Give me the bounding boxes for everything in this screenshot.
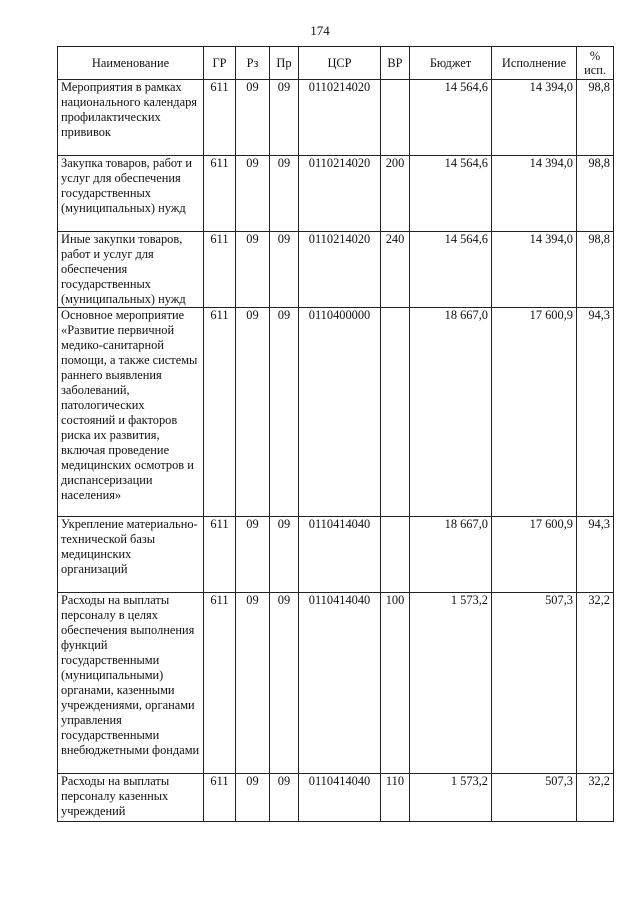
header-percent-label: исп. xyxy=(584,63,606,77)
row-csr: 0110214020 xyxy=(299,232,381,308)
row-percent: 98,8 xyxy=(577,156,614,232)
row-budget: 14 564,6 xyxy=(410,232,492,308)
row-pr: 09 xyxy=(270,308,299,517)
row-vr xyxy=(381,80,410,156)
row-pr: 09 xyxy=(270,232,299,308)
table-row xyxy=(58,593,614,774)
header-percent-sign: % xyxy=(589,49,601,63)
header-pr: Пр xyxy=(270,47,299,80)
row-name: Расходы на выплаты персоналу казенных учреждений xyxy=(58,774,204,822)
row-gr: 611 xyxy=(204,308,236,517)
table-row xyxy=(58,156,614,232)
row-budget: 18 667,0 xyxy=(410,308,492,517)
row-budget: 14 564,6 xyxy=(410,156,492,232)
header-name: Наименование xyxy=(58,47,204,80)
row-budget: 1 573,2 xyxy=(410,593,492,774)
row-vr: 110 xyxy=(381,774,410,822)
row-vr: 100 xyxy=(381,593,410,774)
row-pr: 09 xyxy=(270,774,299,822)
row-vr: 240 xyxy=(381,232,410,308)
page-number: 174 xyxy=(310,23,330,38)
row-csr: 0110414040 xyxy=(299,593,381,774)
row-name: Закупка товаров, работ и услуг для обеспечения государственных (муниципальных) нужд xyxy=(58,156,204,232)
header-execution: Исполнение xyxy=(492,47,577,80)
row-budget: 18 667,0 xyxy=(410,517,492,593)
header-budget: Бюджет xyxy=(410,47,492,80)
row-pr: 09 xyxy=(270,517,299,593)
row-gr: 611 xyxy=(204,774,236,822)
row-rz: 09 xyxy=(236,517,270,593)
row-gr: 611 xyxy=(204,156,236,232)
row-execution: 17 600,9 xyxy=(492,308,577,517)
table-row xyxy=(58,774,614,822)
row-name: Укрепление материально-технической базы медицинских организаций xyxy=(58,517,204,593)
row-pr: 09 xyxy=(270,593,299,774)
row-vr: 200 xyxy=(381,156,410,232)
table-row xyxy=(58,517,614,593)
row-execution: 17 600,9 xyxy=(492,517,577,593)
row-pr: 09 xyxy=(270,80,299,156)
row-gr: 611 xyxy=(204,232,236,308)
table-header-row xyxy=(58,47,614,80)
header-vr: ВР xyxy=(381,47,410,80)
header-csr: ЦСР xyxy=(299,47,381,80)
row-execution: 14 394,0 xyxy=(492,80,577,156)
row-rz: 09 xyxy=(236,308,270,517)
row-rz: 09 xyxy=(236,232,270,308)
row-csr: 0110414040 xyxy=(299,517,381,593)
row-gr: 611 xyxy=(204,593,236,774)
row-csr: 0110400000 xyxy=(299,308,381,517)
row-budget: 14 564,6 xyxy=(410,80,492,156)
row-gr: 611 xyxy=(204,517,236,593)
header-percent xyxy=(577,47,614,80)
row-gr: 611 xyxy=(204,80,236,156)
row-rz: 09 xyxy=(236,80,270,156)
row-vr xyxy=(381,308,410,517)
row-percent: 98,8 xyxy=(577,80,614,156)
row-execution: 14 394,0 xyxy=(492,232,577,308)
row-percent: 98,8 xyxy=(577,232,614,308)
row-pr: 09 xyxy=(270,156,299,232)
row-rz: 09 xyxy=(236,774,270,822)
header-gr: ГР xyxy=(204,47,236,80)
row-percent: 32,2 xyxy=(577,593,614,774)
row-name: Мероприятия в рамках национального календаря профилактических прививок xyxy=(58,80,204,156)
row-execution: 507,3 xyxy=(492,593,577,774)
row-budget: 1 573,2 xyxy=(410,774,492,822)
row-name: Расходы на выплаты персоналу в целях обеспечения выполнения функций государственными (муниципальными) органами, казенными учреждениями, органами управления государственными внебюджетными фондами xyxy=(58,593,204,774)
row-name: Основное мероприятие «Развитие первичной медико-санитарной помощи, а также системы раннего выявления заболеваний, патологических состояний и факторов риска их развития, включая проведение медицинских осмотров и диспансеризации населения» xyxy=(58,308,204,517)
row-rz: 09 xyxy=(236,593,270,774)
row-execution: 14 394,0 xyxy=(492,156,577,232)
row-percent: 94,3 xyxy=(577,517,614,593)
row-rz: 09 xyxy=(236,156,270,232)
budget-table xyxy=(57,46,614,822)
row-percent: 32,2 xyxy=(577,774,614,822)
row-execution: 507,3 xyxy=(492,774,577,822)
row-vr xyxy=(381,517,410,593)
row-csr: 0110214020 xyxy=(299,156,381,232)
row-csr: 0110414040 xyxy=(299,774,381,822)
table-row xyxy=(58,232,614,308)
row-name: Иные закупки товаров, работ и услуг для обеспечения государственных (муниципальных) нужд xyxy=(58,232,204,308)
row-csr: 0110214020 xyxy=(299,80,381,156)
table-row xyxy=(58,80,614,156)
header-rz: Рз xyxy=(236,47,270,80)
row-percent: 94,3 xyxy=(577,308,614,517)
table-row xyxy=(58,308,614,517)
